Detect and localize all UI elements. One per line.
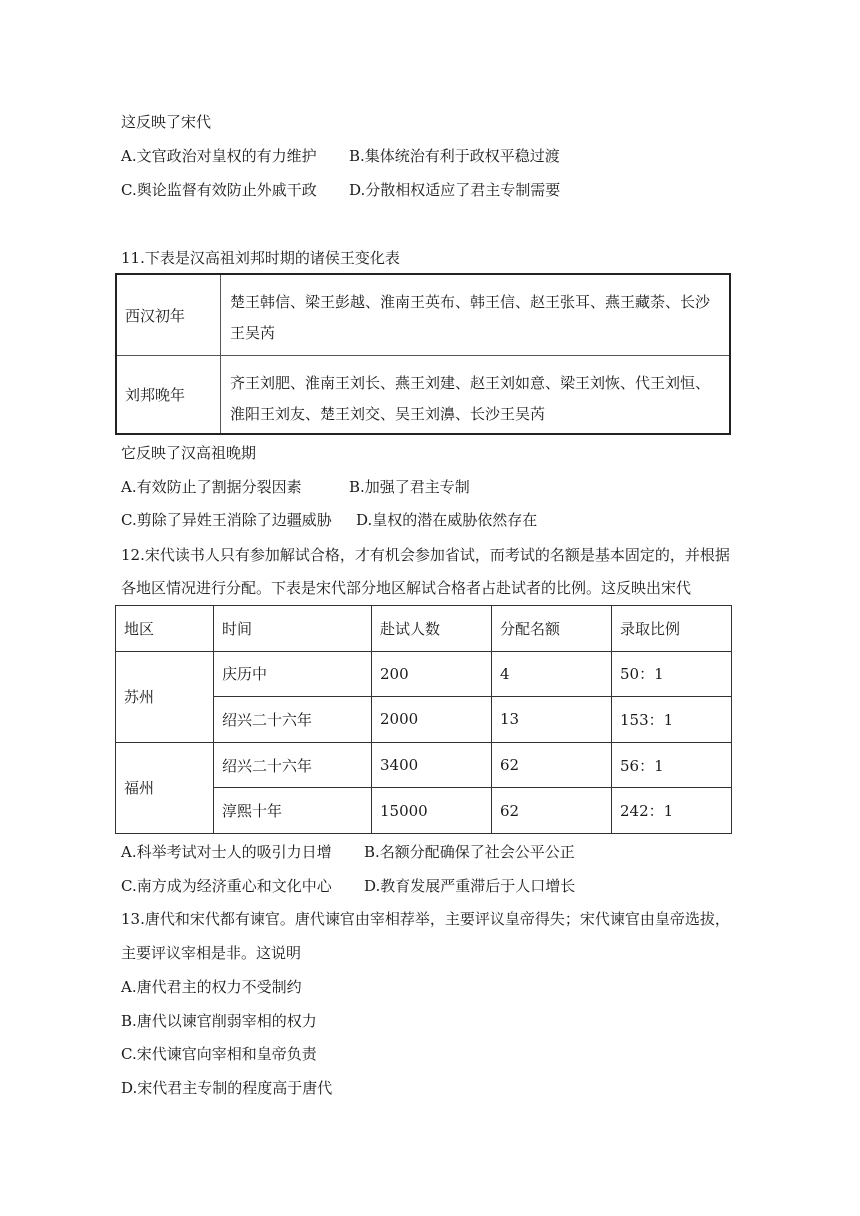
q11-option-b: B.加强了君主专制 bbox=[349, 478, 470, 496]
q12-time-cell: 淳熙十年 bbox=[214, 788, 372, 834]
q11-after-text: 它反映了汉高祖晚期 bbox=[121, 444, 257, 462]
q13-stem-line2: 主要评议宰相是非。这说明 bbox=[121, 944, 302, 962]
q12-count-cell: 200 bbox=[372, 651, 492, 697]
q13-option-a: A.唐代君主的权力不受制约 bbox=[121, 978, 302, 996]
q13-stem-line1: 13.唐代和宋代都有谏官。唐代谏官由宰相荐举，主要评议皇帝得失；宋代谏官由皇帝选拔， bbox=[121, 910, 730, 928]
q12-quota-cell: 62 bbox=[492, 788, 612, 834]
q12-ratio-cell: 50：1 bbox=[612, 651, 732, 697]
q12-stem-line2: 各地区情况进行分配。下表是宋代部分地区解试合格者占赴试者的比例。这反映出宋代 bbox=[121, 579, 692, 597]
q12-stem-line1: 12.宋代读书人只有参加解试合格，才有机会参加省试，而考试的名额是基本固定的，并根据 bbox=[121, 546, 730, 564]
q13-option-b: B.唐代以谏官削弱宰相的权力 bbox=[121, 1012, 317, 1030]
q11-option-a: A.有效防止了割据分裂因素 bbox=[121, 478, 302, 496]
q12-quota-cell: 62 bbox=[492, 742, 612, 788]
q11-table-row bbox=[117, 356, 729, 433]
q12-quota-cell: 13 bbox=[492, 697, 612, 743]
q12-count-cell: 15000 bbox=[372, 788, 492, 834]
q12-region-cell: 苏州 bbox=[116, 651, 214, 742]
q12-header-row bbox=[116, 606, 732, 652]
q11-option-d: D.皇权的潜在威胁依然存在 bbox=[356, 511, 538, 529]
q12-ratio-cell: 153：1 bbox=[612, 697, 732, 743]
table-row bbox=[116, 742, 732, 788]
q12-count-cell: 2000 bbox=[372, 697, 492, 743]
q13-option-d: D.宋代君主专制的程度高于唐代 bbox=[121, 1079, 333, 1097]
q12-option-d: D.教育发展严重滞后于人口增长 bbox=[364, 877, 576, 895]
q12-time-cell: 绍兴二十六年 bbox=[214, 697, 372, 743]
q12-header-cell: 时间 bbox=[214, 606, 372, 652]
q12-option-b: B.名额分配确保了社会公平公正 bbox=[364, 843, 575, 861]
q12-header-cell: 录取比例 bbox=[612, 606, 732, 652]
q12-time-cell: 绍兴二十六年 bbox=[214, 742, 372, 788]
q11-stem: 11.下表是汉高祖刘邦时期的诸侯王变化表 bbox=[121, 249, 400, 267]
q10-option-d: D.分散相权适应了君主专制需要 bbox=[349, 181, 561, 199]
q12-option-a: A.科举考试对士人的吸引力日增 bbox=[121, 843, 332, 861]
q12-option-c: C.南方成为经济重心和文化中心 bbox=[121, 877, 332, 895]
q11-table-row bbox=[117, 275, 729, 356]
q12-time-cell: 庆历中 bbox=[214, 651, 372, 697]
q11-period-cell: 西汉初年 bbox=[117, 275, 221, 355]
q12-table bbox=[115, 605, 732, 834]
q12-header-cell: 分配名额 bbox=[492, 606, 612, 652]
q12-count-cell: 3400 bbox=[372, 742, 492, 788]
q12-region-cell: 福州 bbox=[116, 742, 214, 833]
table-row bbox=[116, 651, 732, 697]
q10-option-c: C.舆论监督有效防止外戚干政 bbox=[121, 181, 317, 199]
q10-option-a: A.文官政治对皇权的有力维护 bbox=[121, 147, 317, 165]
q11-option-c: C.剪除了异姓王消除了边疆威胁 bbox=[121, 511, 332, 529]
q12-ratio-cell: 56：1 bbox=[612, 742, 732, 788]
q12-header-cell: 地区 bbox=[116, 606, 214, 652]
q11-period-cell: 刘邦晚年 bbox=[117, 356, 221, 433]
q10-option-b: B.集体统治有利于政权平稳过渡 bbox=[349, 147, 560, 165]
q12-ratio-cell: 242：1 bbox=[612, 788, 732, 834]
q12-quota-cell: 4 bbox=[492, 651, 612, 697]
q12-header-cell: 赴试人数 bbox=[372, 606, 492, 652]
q10-stem-tail: 这反映了宋代 bbox=[121, 113, 212, 131]
q11-kings-cell: 齐王刘肥、淮南王刘长、燕王刘建、赵王刘如意、梁王刘恢、代王刘恒、淮阳王刘友、楚王刘交、吴王刘濞、长沙王吴芮 bbox=[230, 374, 711, 423]
q11-table bbox=[115, 273, 731, 435]
q11-kings-cell: 楚王韩信、梁王彭越、淮南王英布、韩王信、赵王张耳、燕王藏荼、长沙王吴芮 bbox=[230, 293, 711, 342]
q13-option-c: C.宋代谏官向宰相和皇帝负责 bbox=[121, 1045, 317, 1063]
